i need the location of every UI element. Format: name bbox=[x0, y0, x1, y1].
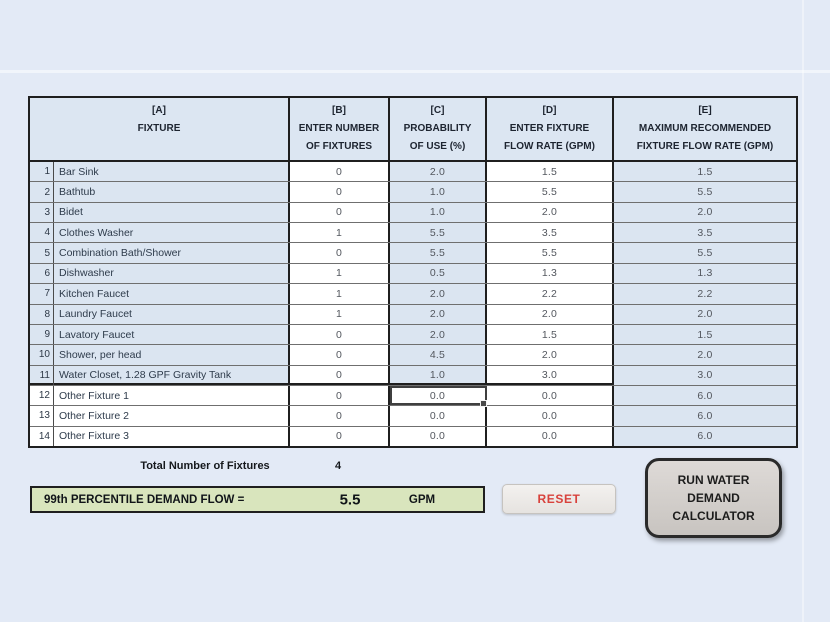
demand-flow-value: 5.5 bbox=[339, 491, 361, 508]
table-row bbox=[30, 264, 796, 284]
fixture-count-cell[interactable]: 0 bbox=[290, 162, 390, 181]
header-column-label: ENTER FIXTURE bbox=[509, 123, 590, 134]
probability-cell: 5.5 bbox=[390, 243, 487, 262]
row-number-cell: 11 bbox=[30, 366, 54, 385]
flow-rate-cell[interactable]: 1.5 bbox=[487, 325, 614, 344]
fixture-name-cell: Lavatory Faucet bbox=[54, 325, 290, 344]
max-flow-rate-cell: 1.5 bbox=[614, 325, 796, 344]
flow-rate-cell[interactable]: 5.5 bbox=[487, 182, 614, 201]
row-number-cell: 14 bbox=[30, 427, 54, 446]
flow-rate-cell[interactable]: 0.0 bbox=[487, 386, 614, 405]
total-fixtures-label: Total Number of Fixtures bbox=[140, 460, 270, 472]
reset-button[interactable]: RESET bbox=[502, 484, 616, 514]
run-button-line-1: RUN WATER bbox=[677, 472, 750, 487]
table-row bbox=[30, 345, 796, 365]
header-column-tag: [B] bbox=[332, 105, 346, 116]
row-number-cell: 10 bbox=[30, 345, 54, 364]
header-column-label: MAXIMUM RECOMMENDED bbox=[638, 123, 772, 134]
header-cell-b bbox=[290, 98, 390, 160]
header-cell-c bbox=[390, 98, 487, 160]
table-row bbox=[30, 366, 796, 386]
fixture-count-cell[interactable]: 0 bbox=[290, 182, 390, 201]
row-number-cell: 7 bbox=[30, 284, 54, 303]
table-row bbox=[30, 325, 796, 345]
max-flow-rate-cell: 6.0 bbox=[614, 406, 796, 425]
probability-cell[interactable]: 0.0 bbox=[390, 427, 487, 446]
header-column-label: OF FIXTURES bbox=[305, 141, 373, 152]
flow-rate-cell[interactable]: 2.2 bbox=[487, 284, 614, 303]
fixture-name-cell: Other Fixture 1 bbox=[54, 386, 290, 405]
fixture-name-cell: Dishwasher bbox=[54, 264, 290, 283]
header-cell-a bbox=[30, 98, 290, 160]
row-number-cell: 5 bbox=[30, 243, 54, 262]
max-flow-rate-cell: 1.5 bbox=[614, 162, 796, 181]
max-flow-rate-cell: 3.0 bbox=[614, 366, 796, 385]
max-flow-rate-cell: 6.0 bbox=[614, 427, 796, 446]
table-row bbox=[30, 284, 796, 304]
probability-cell: 5.5 bbox=[390, 223, 487, 242]
row-number-cell: 12 bbox=[30, 386, 54, 405]
max-flow-rate-cell: 2.0 bbox=[614, 305, 796, 324]
demand-flow-result-box bbox=[30, 486, 485, 513]
max-flow-rate-cell: 2.0 bbox=[614, 345, 796, 364]
fixture-count-cell[interactable]: 0 bbox=[290, 427, 390, 446]
probability-cell: 1.0 bbox=[390, 203, 487, 222]
probability-cell[interactable]: 0.0 bbox=[390, 406, 487, 425]
fixture-name-cell: Shower, per head bbox=[54, 345, 290, 364]
fixture-count-cell[interactable]: 0 bbox=[290, 366, 390, 385]
demand-flow-unit: GPM bbox=[408, 493, 436, 506]
flow-rate-cell[interactable]: 1.5 bbox=[487, 162, 614, 181]
fixture-count-cell[interactable]: 1 bbox=[290, 264, 390, 283]
probability-cell[interactable]: 0.0 bbox=[390, 386, 487, 405]
table-row bbox=[30, 223, 796, 243]
flow-rate-cell[interactable]: 2.0 bbox=[487, 345, 614, 364]
fixture-name-cell: Bathtub bbox=[54, 182, 290, 201]
fixture-name-cell: Laundry Faucet bbox=[54, 305, 290, 324]
row-number-cell: 3 bbox=[30, 203, 54, 222]
row-number-cell: 9 bbox=[30, 325, 54, 344]
flow-rate-cell[interactable]: 3.0 bbox=[487, 366, 614, 385]
header-column-label: ENTER NUMBER bbox=[298, 123, 380, 134]
row-number-cell: 13 bbox=[30, 406, 54, 425]
flow-rate-cell[interactable]: 0.0 bbox=[487, 406, 614, 425]
max-flow-rate-cell: 5.5 bbox=[614, 243, 796, 262]
run-button-line-3: CALCULATOR bbox=[672, 508, 755, 523]
fixture-name-cell: Water Closet, 1.28 GPF Gravity Tank bbox=[54, 366, 290, 385]
probability-cell: 2.0 bbox=[390, 325, 487, 344]
row-number-cell: 2 bbox=[30, 182, 54, 201]
probability-cell: 1.0 bbox=[390, 182, 487, 201]
header-cell-e bbox=[614, 98, 796, 160]
max-flow-rate-cell: 2.0 bbox=[614, 203, 796, 222]
flow-rate-cell[interactable]: 5.5 bbox=[487, 243, 614, 262]
flow-rate-cell[interactable]: 3.5 bbox=[487, 223, 614, 242]
table-row bbox=[30, 406, 796, 426]
sheet-gridline-horizontal bbox=[0, 70, 830, 73]
table-body bbox=[30, 162, 796, 446]
header-column-tag: [E] bbox=[698, 105, 712, 116]
probability-cell: 4.5 bbox=[390, 345, 487, 364]
flow-rate-cell[interactable]: 0.0 bbox=[487, 427, 614, 446]
fixture-count-cell[interactable]: 1 bbox=[290, 305, 390, 324]
fixture-name-cell: Other Fixture 3 bbox=[54, 427, 290, 446]
probability-cell: 2.0 bbox=[390, 284, 487, 303]
probability-cell: 2.0 bbox=[390, 305, 487, 324]
table-header bbox=[30, 98, 796, 162]
max-flow-rate-cell: 6.0 bbox=[614, 386, 796, 405]
row-number-cell: 1 bbox=[30, 162, 54, 181]
fixture-name-cell: Bar Sink bbox=[54, 162, 290, 181]
header-column-tag: [A] bbox=[152, 105, 166, 116]
header-column-label: FIXTURE bbox=[137, 123, 181, 134]
max-flow-rate-cell: 2.2 bbox=[614, 284, 796, 303]
table-row bbox=[30, 305, 796, 325]
sheet-gridline-vertical bbox=[802, 0, 804, 622]
header-column-label: PROBABILITY bbox=[403, 123, 472, 134]
fixture-count-cell[interactable]: 0 bbox=[290, 243, 390, 262]
header-cell-d bbox=[487, 98, 614, 160]
flow-rate-cell[interactable]: 1.3 bbox=[487, 264, 614, 283]
table-row bbox=[30, 182, 796, 202]
header-column-tag: [D] bbox=[542, 105, 557, 116]
probability-cell: 0.5 bbox=[390, 264, 487, 283]
probability-cell: 1.0 bbox=[390, 366, 487, 385]
run-button-line-2: DEMAND bbox=[687, 490, 740, 505]
max-flow-rate-cell: 5.5 bbox=[614, 182, 796, 201]
fixture-count-cell[interactable]: 0 bbox=[290, 406, 390, 425]
max-flow-rate-cell: 3.5 bbox=[614, 223, 796, 242]
table-row bbox=[30, 243, 796, 263]
fixture-table bbox=[28, 96, 798, 448]
demand-flow-label: 99th PERCENTILE DEMAND FLOW = bbox=[44, 493, 245, 506]
flow-rate-cell[interactable]: 2.0 bbox=[487, 305, 614, 324]
table-row bbox=[30, 162, 796, 182]
flow-rate-cell[interactable]: 2.0 bbox=[487, 203, 614, 222]
probability-cell: 2.0 bbox=[390, 162, 487, 181]
row-number-cell: 4 bbox=[30, 223, 54, 242]
fixture-count-cell[interactable]: 1 bbox=[290, 223, 390, 242]
row-number-cell: 6 bbox=[30, 264, 54, 283]
fixture-name-cell: Bidet bbox=[54, 203, 290, 222]
total-fixtures-value: 4 bbox=[334, 460, 342, 472]
fixture-count-cell[interactable]: 0 bbox=[290, 386, 390, 405]
header-column-tag: [C] bbox=[430, 105, 445, 116]
table-row bbox=[30, 386, 796, 406]
fixture-name-cell: Kitchen Faucet bbox=[54, 284, 290, 303]
row-number-cell: 8 bbox=[30, 305, 54, 324]
header-column-label: FIXTURE FLOW RATE (GPM) bbox=[636, 141, 774, 152]
fixture-count-cell[interactable]: 0 bbox=[290, 325, 390, 344]
fixture-count-cell[interactable]: 1 bbox=[290, 284, 390, 303]
fixture-name-cell: Clothes Washer bbox=[54, 223, 290, 242]
fixture-name-cell: Other Fixture 2 bbox=[54, 406, 290, 425]
fixture-count-cell[interactable]: 0 bbox=[290, 203, 390, 222]
table-row bbox=[30, 427, 796, 446]
header-column-label: FLOW RATE (GPM) bbox=[504, 141, 595, 152]
max-flow-rate-cell: 1.3 bbox=[614, 264, 796, 283]
run-calculator-button[interactable] bbox=[645, 458, 782, 538]
table-row bbox=[30, 203, 796, 223]
header-column-label: OF USE (%) bbox=[409, 141, 466, 152]
fixture-count-cell[interactable]: 0 bbox=[290, 345, 390, 364]
fixture-name-cell: Combination Bath/Shower bbox=[54, 243, 290, 262]
